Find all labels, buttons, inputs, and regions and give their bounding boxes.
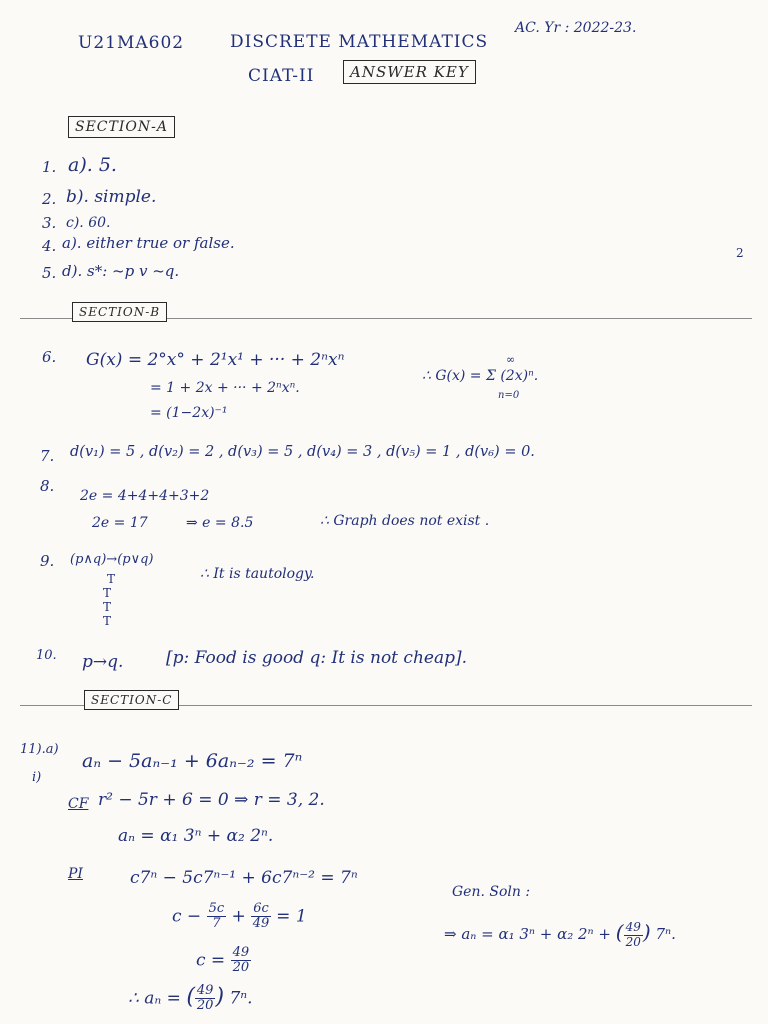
q11-pi-equation: c7ⁿ − 5c7ⁿ⁻¹ + 6c7ⁿ⁻² = 7ⁿ	[130, 868, 358, 888]
q11-pi-equation-2	[172, 902, 307, 932]
margin-mark: 2	[736, 246, 744, 260]
frac-num: 49	[232, 945, 250, 960]
q9-truth-t2: T	[103, 586, 112, 600]
qa2-num: 2.	[42, 190, 57, 208]
section-b-title: SECTION-B	[72, 302, 167, 322]
section-c-title: SECTION-C	[84, 690, 179, 710]
q11-gen-solution: ⇒ aₙ = α₁ 3ⁿ + α₂ 2ⁿ + ( $\frac{49}{20}$ ) 7ⁿ.	[444, 920, 676, 949]
q11-pi-label: PI	[68, 866, 83, 882]
frac-num: 49	[625, 920, 641, 935]
exam-name: CIAT-II	[248, 66, 315, 86]
pi-sol-rhs: 7ⁿ.	[229, 988, 253, 1009]
gen-sol-rhs: 7ⁿ.	[655, 925, 676, 943]
pi-sol-lhs: ∴ aₙ =	[128, 988, 181, 1009]
qa1-answer: a). 5.	[68, 154, 117, 176]
q11-frac-6c-49	[251, 902, 271, 932]
frac-num: 5c	[208, 901, 225, 916]
course-code: U21MA602	[78, 33, 185, 53]
c-value-lhs: c =	[196, 950, 226, 971]
q9-num: 9.	[40, 552, 55, 570]
q6-line2: = 1 + 2x + ··· + 2ⁿxⁿ.	[150, 380, 300, 396]
q6-result: ∴ G(x) = Σ (2x)ⁿ.	[422, 368, 539, 384]
q8-num: 8.	[40, 477, 55, 495]
frac-den: 20	[625, 934, 641, 949]
q11-cf-solution: aₙ = α₁ 3ⁿ + α₂ 2ⁿ.	[118, 826, 274, 846]
q10-propositions: [p: Food is good q: It is not cheap].	[166, 648, 468, 668]
frac-den: 20	[196, 998, 214, 1014]
qa5-num: 5.	[42, 264, 57, 282]
q11-num: 11).a)	[20, 742, 59, 757]
qa3-num: 3.	[42, 214, 57, 232]
qa4-answer: a). either true or false.	[62, 234, 235, 252]
q9-conclusion: ∴ It is tautology.	[200, 566, 315, 582]
frac-num: 6c	[253, 901, 269, 916]
qa5-answer: d). s*: ~p v ~q.	[62, 262, 180, 280]
q6-num: 6.	[42, 348, 57, 366]
q11-pi-eq2-a: c −	[172, 906, 202, 927]
academic-year: AC. Yr : 2022-23.	[515, 20, 637, 36]
q10-num: 10.	[36, 648, 57, 663]
frac-den: 49	[252, 916, 270, 932]
qa1-num: 1.	[42, 158, 57, 176]
q11-frac-5c-7	[207, 902, 227, 932]
q11-sub: i)	[32, 770, 42, 785]
q7-degrees: d(v₁) = 5 , d(v₂) = 2 , d(v₃) = 5 , d(v₄) = 3 , d(v₅) = 1 , d(v₆) = 0.	[70, 444, 535, 460]
subject-title: DISCRETE MATHEMATICS	[230, 32, 489, 52]
frac-den: 7	[212, 916, 221, 932]
q6-line1: G(x) = 2°x° + 2¹x¹ + ··· + 2ⁿxⁿ	[86, 350, 345, 370]
q9-expression: (p∧q)→(p∨q)	[70, 552, 154, 567]
q9-truth-t3: T	[103, 600, 112, 614]
gen-sol-lhs: ⇒ aₙ = α₁ 3ⁿ + α₂ 2ⁿ +	[444, 925, 611, 943]
q11-pi-eq2-rhs: = 1	[276, 906, 307, 927]
q7-num: 7.	[40, 447, 55, 465]
frac-den: 20	[232, 960, 250, 976]
q11-c-value	[196, 946, 251, 976]
q11-pi-eq2-plus: +	[231, 906, 246, 927]
section-a-title: SECTION-A	[68, 116, 175, 138]
qa4-num: 4.	[42, 237, 57, 255]
q11-gen-frac	[624, 921, 643, 948]
qa2-answer: b). simple.	[66, 187, 157, 207]
q6-line3: = (1−2x)⁻¹	[150, 405, 228, 421]
q6-sum-bottom: n=0	[498, 390, 520, 401]
q11-cf-label: CF	[68, 796, 89, 812]
q11-pi-solution: ∴ aₙ = ( $\frac{49}{20}$ ) 7ⁿ.	[128, 983, 253, 1014]
q8-line1: 2e = 4+4+4+3+2	[80, 488, 210, 504]
q10-implication: p→q.	[82, 652, 124, 672]
q11-recurrence: aₙ − 5aₙ₋₁ + 6aₙ₋₂ = 7ⁿ	[82, 750, 303, 772]
q8-conclusion: ∴ Graph does not exist .	[320, 513, 490, 529]
answer-key-label: ANSWER KEY	[343, 60, 476, 84]
q11-frac-49-20	[231, 946, 252, 976]
q11-pi-frac	[195, 984, 216, 1014]
qa3-answer: c). 60.	[66, 215, 111, 231]
q11-gen-label: Gen. Soln :	[452, 884, 531, 900]
frac-num: 49	[196, 983, 214, 998]
q8-line2b: ⇒ e = 8.5	[186, 515, 254, 531]
q9-truth-t4: T	[103, 614, 112, 628]
q11-cf-equation: r² − 5r + 6 = 0 ⇒ r = 3, 2.	[98, 790, 325, 810]
q6-sum-top: ∞	[506, 353, 516, 366]
q9-truth-t1: T	[107, 572, 116, 586]
q8-line2: 2e = 17	[92, 515, 148, 531]
